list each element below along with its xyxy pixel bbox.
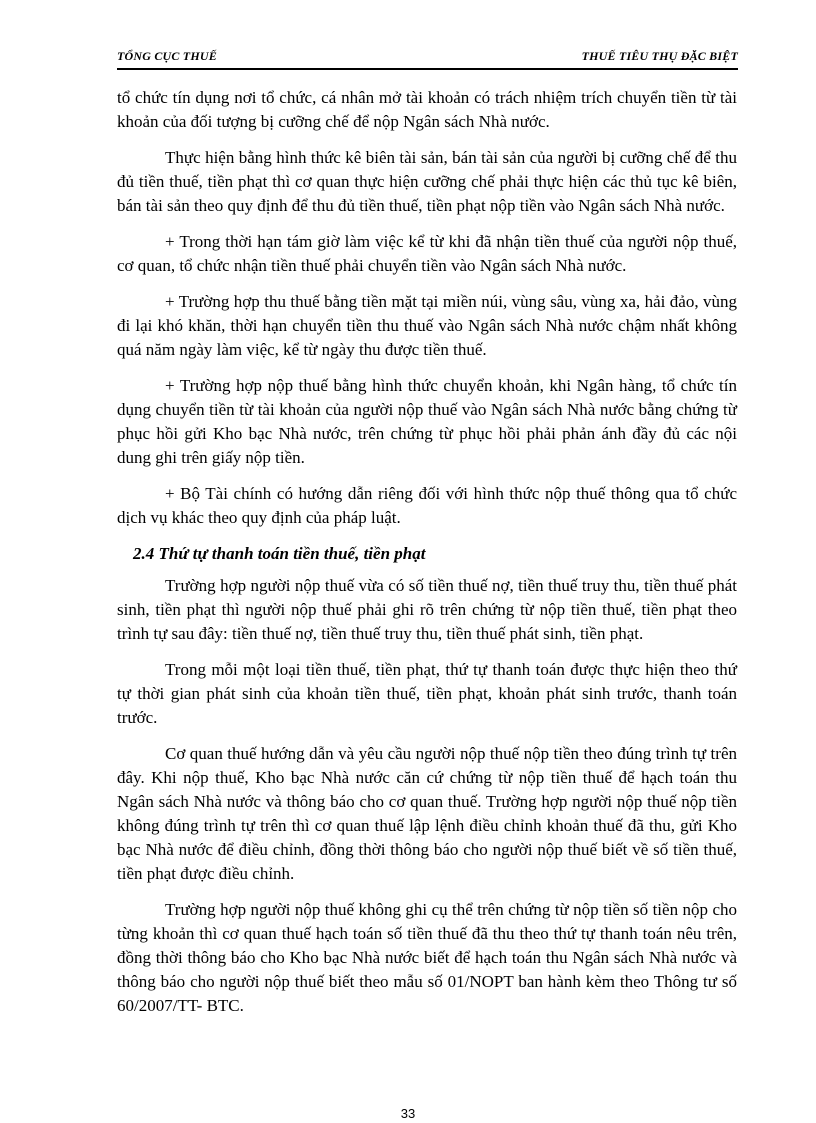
page-header	[117, 46, 738, 70]
page-number: 33	[400, 1106, 416, 1121]
paragraph: + Bộ Tài chính có hướng dẫn riêng đối với hình thức nộp thuế thông qua tổ chức dịch vụ khác theo quy định của pháp luật.	[117, 484, 737, 527]
paragraph: tổ chức tín dụng nơi tổ chức, cá nhân mở tài khoản có trách nhiệm trích chuyển tiền từ tài khoản của đối tượng bị cưỡng chế để nộp Ngân sách Nhà nước.	[117, 88, 737, 131]
header-left-title: TỔNG CỤC THUẾ	[117, 49, 217, 63]
paragraph: Thực hiện bằng hình thức kê biên tài sản, bán tài sản của người bị cưỡng chế để thu đủ tiền thuế, tiền phạt thì cơ quan thực hiện cưỡng chế phải thực hiện các thủ tục kê biên, bán tài sản theo quy định để thu đủ tiền thuế, tiền phạt nộp tiền vào Ngân sách Nhà nước.	[117, 148, 737, 215]
paragraph: + Trường hợp nộp thuế bằng hình thức chuyển khoản, khi Ngân hàng, tổ chức tín dụng chuyển tiền từ tài khoản của người nộp thuế vào Ngân sách Nhà nước bằng chứng từ phục hồi gửi Kho bạc Nhà nước, trên chứng từ phục hồi phải phản ánh đầy đủ các nội dung ghi trên giấy nộp tiền.	[117, 376, 737, 467]
paragraph: + Trong thời hạn tám giờ làm việc kể từ khi đã nhận tiền thuế của người nộp thuế, cơ quan, tổ chức nhận tiền thuế phải chuyển tiền vào Ngân sách Nhà nước.	[117, 232, 737, 275]
section-heading: 2.4 Thứ tự thanh toán tiền thuế, tiền phạt	[133, 544, 426, 563]
header-right-title: THUẾ TIÊU THỤ ĐẶC BIỆT	[581, 49, 738, 63]
paragraph: Cơ quan thuế hướng dẫn và yêu cầu người nộp thuế nộp tiền theo đúng trình tự trên đây. Khi nộp thuế, Kho bạc Nhà nước căn cứ chứng từ nộp tiền thuế để hạch toán thu Ngân sách Nhà nước và thông báo cho cơ quan thuế. Trường hợp người nộp thuế nộp tiền không đúng trình tự trên thì cơ quan thuế lập lệnh điều chỉnh khoản thuế đã thu, gửi Kho bạc Nhà nước để điều chỉnh, đồng thời thông báo cho người nộp thuế biết về số tiền thuế, tiền phạt được điều chỉnh.	[117, 744, 737, 883]
document-body	[117, 86, 737, 1030]
paragraph: Trường hợp người nộp thuế không ghi cụ thể trên chứng từ nộp tiền số tiền nộp cho từng khoản thì cơ quan thuế hạch toán số tiền thuế đã thu theo thứ tự thanh toán nêu trên, đồng thời thông báo cho Kho bạc Nhà nước biết để hạch toán thu Ngân sách Nhà nước và thông báo cho người nộp thuế biết theo mẫu số 01/NOPT ban hành kèm theo Thông tư số 60/2007/TT- BTC.	[117, 900, 737, 1015]
paragraph: Trong mỗi một loại tiền thuế, tiền phạt, thứ tự thanh toán được thực hiện theo thứ tự thời gian phát sinh của khoản tiền thuế, tiền phạt, khoản phát sinh trước, thanh toán trước.	[117, 660, 737, 727]
paragraph: + Trường hợp thu thuế bằng tiền mặt tại miền núi, vùng sâu, vùng xa, hải đảo, vùng đi lại khó khăn, thời hạn chuyển tiền thu thuế vào Ngân sách Nhà nước chậm nhất không quá năm ngày làm việc, kể từ ngày thu được tiền thuế.	[117, 292, 737, 359]
paragraph: Trường hợp người nộp thuế vừa có số tiền thuế nợ, tiền thuế truy thu, tiền thuế phát sinh, tiền phạt thì người nộp thuế phải ghi rõ trên chứng từ nộp tiền thuế, tiền phạt theo trình tự sau đây: tiền thuế nợ, tiền thuế truy thu, tiền thuế phát sinh, tiền phạt.	[117, 576, 737, 643]
